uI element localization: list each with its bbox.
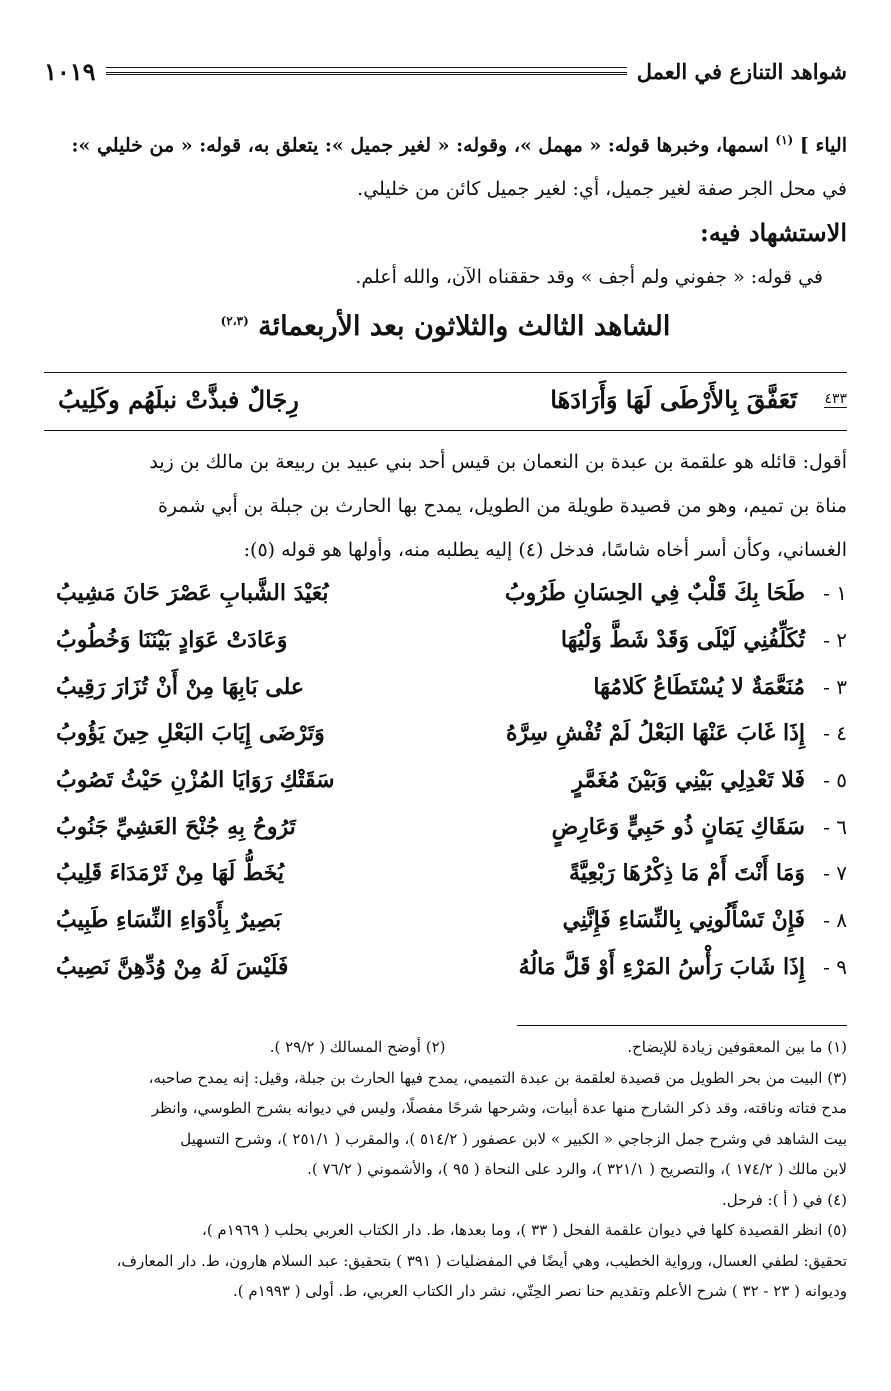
poem-hemistich-1: إِذَا شَابَ رَأْسُ المَرْءِ أَوْ قَلَّ مَالُهُ: [518, 953, 805, 980]
poem-hemistich-1: طَحَا بِكَ قَلْبٌ فِي الحِسَانِ طَرُوبُ: [504, 580, 805, 607]
main-verse-hemistich-1: تَعَفَّقَ بِالأَرْطَى لَهَا وَأَرَادَهَا: [550, 384, 797, 414]
poem-line: [44, 570, 847, 617]
footnote-3-line-3: بيت الشاهد في وشرح جمل الزجاجي « الكبير » لابن عصفور ( ٥١٤/٢ )، والمقرب ( ٢٥١/١ )، وشرح التسهيل: [180, 1129, 847, 1148]
poem-line: [44, 757, 847, 804]
intro-block: [44, 118, 847, 349]
poem-hemistich-1: سَقَاكِ يَمَانٍ ذُو حَبِيٍّ وَعَارِضٍ: [551, 813, 805, 840]
poem-hemistich-1: فَلا تَعْدِلِي بَيْنِي وَبَيْنَ مُغَمَّرٍ: [572, 767, 805, 794]
poem-hemistich-2: وَتَرْضَى إِيَابَ البَعْلِ حِينَ يَؤُوبُ: [56, 720, 325, 747]
poem-hemistich-1: تُكَلِّفُنِي لَيْلَى وَقَدْ شَطَّ وَلْيُهَا: [560, 627, 805, 654]
footnote-3-line-1: (٣) البيت من بحر الطويل من قصيدة لعلقمة بن عبدة التميمي، يمدح فيها الحارث بن جبلة، وقيل: إنه يمدح صاحبه،: [148, 1068, 847, 1087]
poem-hemistich-1: إِذَا غَابَ عَنْهَا البَعْلُ لَمْ تُفْشِ سِرَّهُ: [506, 720, 805, 747]
footnote-5-line-2: تحقيق: لطفي العسال، ورواية الخطيب، وهي أيضًا في المفضليات ( ٣٩١ ) بتحقيق: عبد السلام هارون، ط. دار المعارف،: [116, 1251, 847, 1270]
poem-line: [44, 850, 847, 897]
footnote-3-line-4: لابن مالك ( ١٧٤/٢ )، والتصريح ( ٣٢١/١ )، والرد على النحاة ( ٩٥ )، والأشموني ( ٧٦/٢ ).: [307, 1160, 847, 1178]
footnote-1: (١) ما بين المعقوفين زيادة للإيضاح.: [627, 1038, 847, 1056]
poem-line-number: ١ -: [823, 581, 847, 606]
intro-line-1-start: الياء ]: [799, 134, 847, 157]
istishhad-text: في قوله: « جفوني ولم أجف » وقد حققناه الآن، والله أعلم.: [355, 266, 823, 289]
footnote-5-line-3: وديوانه ( ٢٣ - ٣٢ ) شرح الأعلم وتقديم حنا نصر الحِتّي، نشر دار الكتاب العربي، ط. أولى ( ١٩٩٣م ).: [233, 1282, 847, 1300]
poem-line: [44, 663, 847, 710]
footnote-5-line-1: (٥) انظر القصيدة كلها في ديوان علقمة الفحل ( ٣٣ )، وما بعدها، ط. دار الكتاب العربي بحلب ( ١٩٦٩م )،: [202, 1221, 847, 1239]
poem-line: [44, 803, 847, 850]
poem-hemistich-1: فَإِنْ تَسْأَلُونِي بِالنِّسَاءِ فَإِنَّنِي: [562, 907, 805, 934]
intro-line-1-rest: اسمها، وخبرها قوله: « مهمل »، وقوله: « لغير جميل »: يتعلق به، قوله: « من خليلي »:: [71, 134, 769, 157]
footnote-4: (٤) في ( أ ): فرحل.: [721, 1190, 847, 1209]
poem-line: [44, 897, 847, 944]
poem-line-number: ٨ -: [823, 908, 847, 933]
header-rule: [106, 67, 627, 75]
poem-line-number: ٩ -: [823, 954, 847, 979]
poem-line: [44, 944, 847, 991]
poem-hemistich-2: وَعَادَتْ عَوَادٍ بَيْنَنَا وَخُطُوبُ: [56, 627, 288, 654]
poem-line: [44, 710, 847, 757]
poem-line-number: ٣ -: [823, 674, 847, 699]
poem-line-number: ٤ -: [823, 721, 847, 746]
poem-line-number: ٧ -: [823, 861, 847, 886]
poem-hemistich-2: فَلَيْسَ لَهُ مِنْ وُدِّهِنَّ نَصِيبُ: [56, 953, 289, 980]
verse-bottom-rule: [44, 430, 847, 431]
commentary-line-2: مناة بن تميم، وهو من قصيدة طويلة من الطويل، يمدح بها الحارث بن جبلة بن أبي شمرة: [157, 495, 847, 517]
page-number: ١٠١٩: [44, 56, 96, 86]
running-title: شواهد التنازع في العمل: [636, 58, 847, 84]
footnote-3-line-2: مدح فتاته وناقته، وقد ذكر الشارح منها عدة أبيات، وشرحها شرحًا مفصلًا، وليس في ديوانه بشرح الطوسي، وانظر: [151, 1099, 847, 1117]
main-verse-hemistich-2: رِجَالٌ فبذَّتْ نبلَهُم وكَلِيبُ: [58, 384, 299, 414]
footnote-2: (٢) أوضح المسالك ( ٢٩/٢ ).: [269, 1038, 446, 1056]
poem-hemistich-2: تَرُوحُ بِهِ جُنْحَ العَشِيِّ جَنُوبُ: [56, 813, 296, 840]
footnote-rule: [517, 1025, 847, 1026]
poem-hemistich-2: يُخَطُّ لَهَا مِنْ ثَرْمَدَاءَ قَلِيبُ: [56, 860, 285, 887]
commentary-line-3: الغساني، وكأن أسر أخاه شاسًا، فدخل (٤) إليه يطلبه منه، وأولها هو قوله (٥):: [243, 539, 847, 561]
intro-line-2: في محل الجر صفة لغير جميل، أي: لغير جميل كائن من خليلي.: [357, 178, 847, 201]
running-header: [44, 54, 847, 88]
poem-hemistich-2: بُعَيْدَ الشَّبابِ عَصْرَ حَانَ مَشِيبُ: [56, 580, 329, 607]
poem-hemistich-1: وَمَا أَنْتَ أَمْ مَا ذِكْرُهَا رَبْعِيَّةً: [569, 860, 805, 887]
poem-hemistich-2: سَقَتْكِ رَوَايَا المُزْنِ حَيْثُ تَصُوبُ: [56, 767, 335, 794]
commentary-block: [44, 440, 847, 572]
verse-top-rule: [44, 372, 847, 373]
footnote-pair: [44, 1032, 847, 1063]
commentary-line-1: أقول: قائله هو علقمة بن عبدة بن النعمان بن قيس أحد بني عبيد بن ربيعة بن مالك بن زيد: [149, 451, 847, 473]
poem-hemistich-2: على بَابِهَا مِنْ أَنْ تُزَارَ رَقِيبُ: [56, 673, 305, 700]
witness-title: [44, 299, 847, 349]
poem-line: [44, 617, 847, 664]
witness-title-text: الشاهد الثالث والثلاثون بعد الأربعمائة: [258, 311, 671, 343]
poem-hemistich-2: بَصِيرٌ بِأَدْوَاءِ النِّسَاءِ طَبِيبُ: [56, 907, 282, 934]
poem-line-number: ٢ -: [823, 628, 847, 653]
intro-line-1: [44, 118, 847, 167]
main-verse-number: ٤٣٣: [824, 391, 847, 407]
poem-line-number: ٥ -: [823, 768, 847, 793]
footnotes: [44, 1032, 847, 1307]
witness-footnote-ref: (٢،٣): [220, 314, 249, 329]
footnote-ref-1: (١): [775, 133, 794, 147]
poem-line-number: ٦ -: [823, 814, 847, 839]
istishhad-heading: الاستشهاد فيه:: [700, 218, 847, 248]
poem: [44, 570, 847, 990]
main-verse: [44, 376, 847, 422]
poem-hemistich-1: مُنَعَّمَةٌ لا يُسْتَطَاعُ كَلامُهَا: [593, 673, 805, 700]
